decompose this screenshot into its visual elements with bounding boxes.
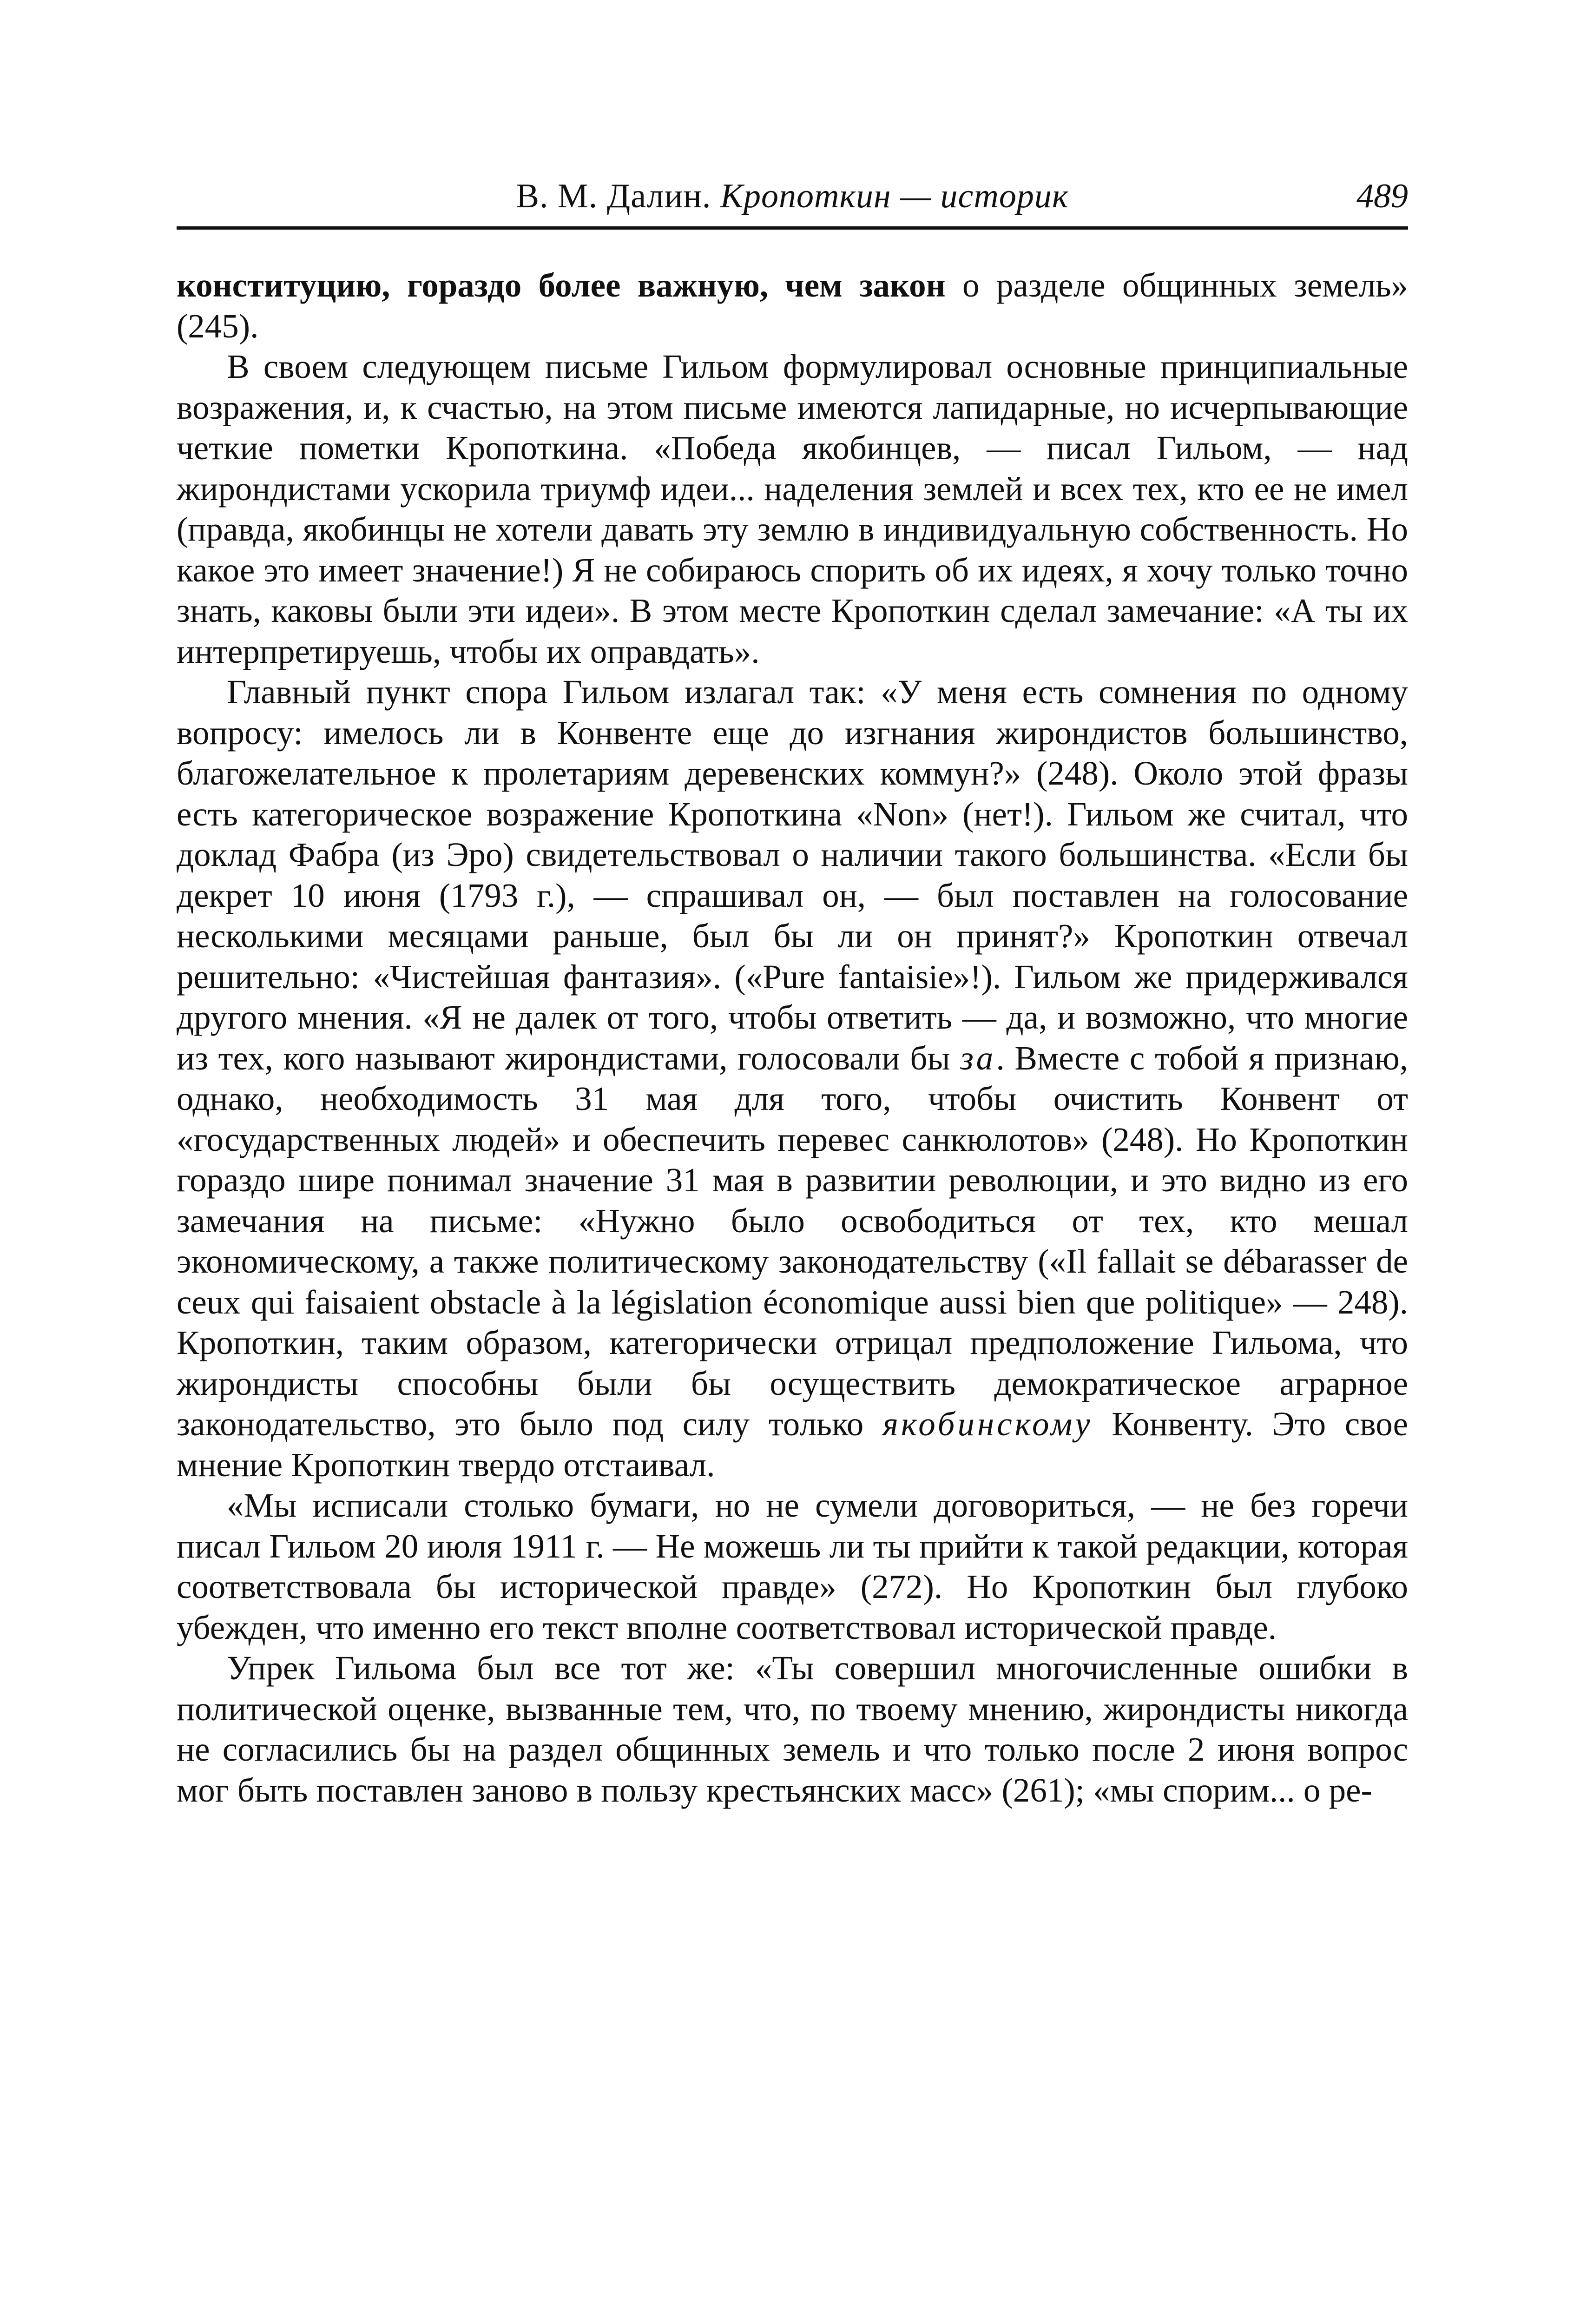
- running-head-work: Кропоткин — историк: [720, 177, 1069, 215]
- paragraph-3-part-b: . Вместе с тобой я признаю, однако, необходимость 31 мая для того, чтобы очистить Конвент от «государственных людей» и обеспечить перевес санкюлотов» (248). Но Кропоткин гораздо шире понимал значение 31 мая в развитии революции, и это видно из его замечания на письме: «Нужно было освободиться от тех, кто мешал экономическому, а также политическому законодательству («Il fallait se débarasser de ceux qui faisaient obstacle à la législation économique aussi bien que politique» — 248). Кропоткин, таким образом, категорически отрицал предположение Гильома, что жирондисты способны были бы осуществить демократическое аграрное законодательство, это было под силу только: [177, 1039, 1408, 1443]
- paragraph-4: «Мы исписали столько бумаги, но не сумели договориться, — не без горечи писал Гильом 20 июля 1911 г. — Не можешь ли ты прийти к такой редакции, которая соответствовала бы исторической правде» (272). Но Кропоткин был глубоко убежден, что именно его текст вполне соответствовал исторической правде.: [177, 1486, 1408, 1646]
- paragraph-5: Упрек Гильома был все тот же: «Ты совершил многочисленные ошибки в политической оценке, вызванные тем, что, по твоему мнению, жирондисты никогда не согласились бы на раздел общинных земель и что только после 2 июня вопрос мог быть поставлен заново в пользу крестьянских масс» (261); «мы спорим... о ре-: [177, 1649, 1408, 1809]
- paragraph-3-part-a: Главный пункт спора Гильом излагал так: «У меня есть сомнения по одному вопросу: имелось ли в Конвенте еще до изгнания жирондистов большинство, благожелательное к пролетариям деревенских коммун?» (248). Около этой фразы есть категорическое возражение Кропоткина «Non» (нет!). Гильом же считал, что доклад Фабра (из Эро) свидетельствовал о наличии такого большинства. «Если бы декрет 10 июня (1793 г.), — спрашивал он, — был поставлен на голосование несколькими месяцами раньше, был бы ли он принят?» Кропоткин отвечал решительно: «Чистейшая фантазия». («Pure fantaisie»!). Гильом же придерживался другого мнения. «Я не далек от того, чтобы ответить — да, и возможно, что многие из тех, кого называют жирондистами, голосовали бы: [177, 673, 1408, 1077]
- running-head-title: [177, 173, 1408, 219]
- running-head-author: В. М. Далин.: [516, 177, 711, 215]
- page-number: 489: [1356, 177, 1408, 215]
- paragraph-3-part-c: Конвенту. Это свое мнение Кропоткин твердо отстаивал.: [177, 1405, 1408, 1484]
- paragraph-3-emphasis-a: за: [960, 1039, 996, 1077]
- paragraph-1-lead: конституцию, гораздо более важную, чем закон: [177, 266, 946, 304]
- body-text: [177, 265, 1408, 1810]
- paragraph-2: В своем следующем письме Гильом формулировал основные принципиальные возражения, и, к счастью, на этом письме имеются лапидарные, но исчерпывающие четкие пометки Кропоткина. «Победа якобинцев, — писал Гильом, — над жирондистами ускорила триумф идеи... наделения землей и всех тех, кто ее не имел (правда, якобинцы не хотели давать эту землю в индивидуальную собственность. Но какое это имеет значение!) Я не собираюсь спорить об их идеях, я хочу только точно знать, каковы были эти идеи». В этом месте Кропоткин сделал замечание: «А ты их интерпретируешь, чтобы их оправдать».: [177, 348, 1408, 670]
- paragraph-3: [177, 672, 1408, 1485]
- paragraph-3-emphasis-b: якобинскому: [882, 1405, 1093, 1443]
- paragraph-1: [177, 265, 1408, 346]
- paragraph-1-text: о разделе общинных земель» (245).: [177, 266, 1408, 345]
- header-rule: [177, 226, 1408, 230]
- running-head: [177, 173, 1408, 219]
